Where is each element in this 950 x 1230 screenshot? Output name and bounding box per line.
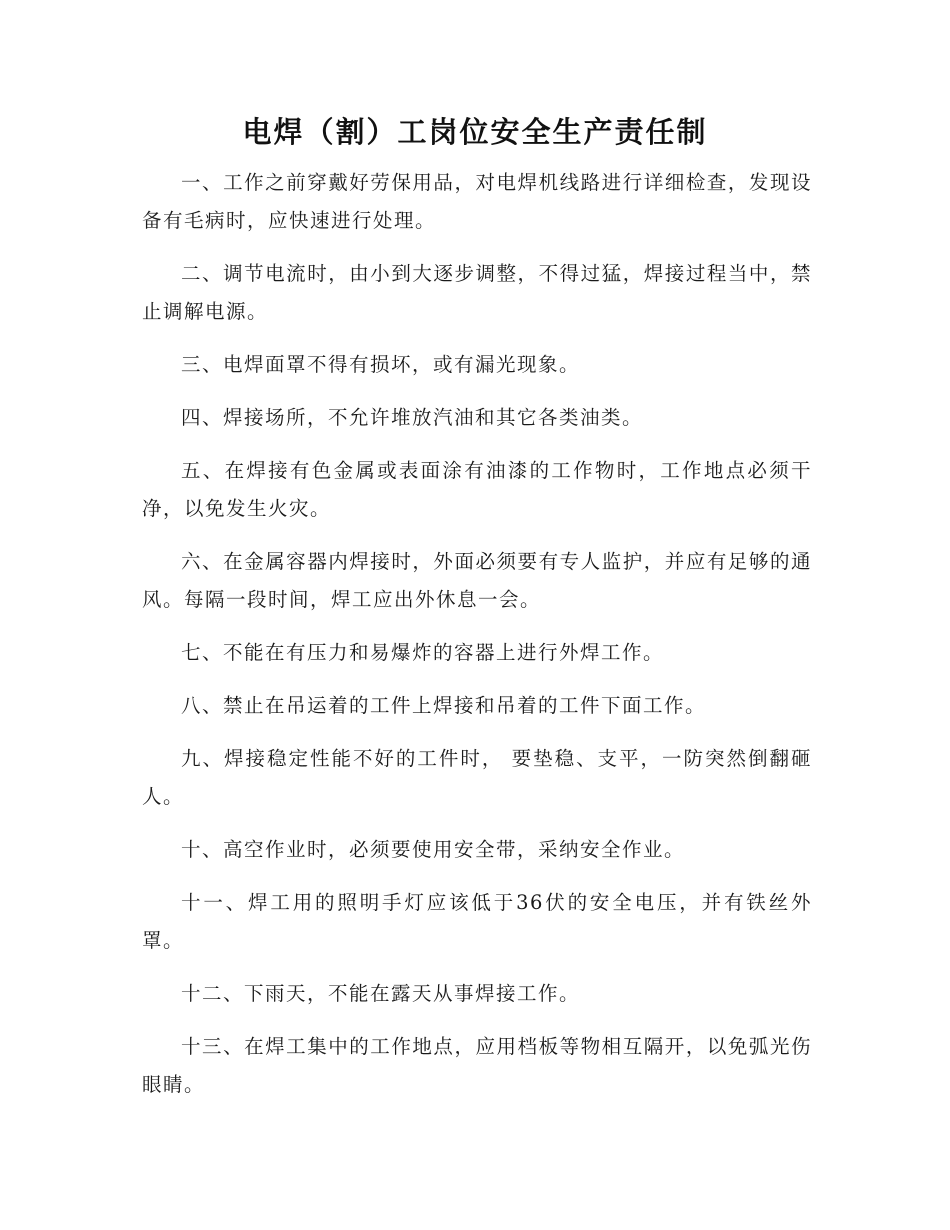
document-body — [142, 164, 812, 1119]
paragraph-5: 五、在焊接有色金属或表面涂有油漆的工作物时，工作地点必须干净，以免发生火灾。 — [142, 459, 812, 520]
paragraph-12: 十二、下雨天，不能在露天从事焊接工作。 — [181, 982, 581, 1005]
paragraph-11: 十一、焊工用的照明手灯应该低于36伏的安全电压，并有铁丝外罩。 — [142, 891, 812, 952]
paragraph-3: 三、电焊面罩不得有损坏，或有漏光现象。 — [181, 353, 581, 376]
paragraph-10: 十、高空作业时，必须要使用安全带，采纳安全作业。 — [181, 838, 686, 861]
paragraph-2: 二、调节电流时，由小到大逐步调整，不得过猛，焊接过程当中，禁止调解电源。 — [142, 262, 812, 323]
paragraph-7: 七、不能在有压力和易爆炸的容器上进行外焊工作。 — [181, 641, 665, 664]
paragraph-1: 一、工作之前穿戴好劳保用品，对电焊机线路进行详细检查，发现设备有毛病时，应快速进行处理。 — [142, 171, 812, 232]
paragraph-4: 四、焊接场所，不允许堆放汽油和其它各类油类。 — [181, 406, 644, 429]
document-title: 电焊（割）工岗位安全生产责任制 — [242, 115, 708, 149]
paragraph-6: 六、在金属容器内焊接时，外面必须要有专人监护，并应有足够的通风。每隔一段时间，焊工应出外休息一会。 — [142, 550, 812, 611]
paragraph-8: 八、禁止在吊运着的工件上焊接和吊着的工件下面工作。 — [181, 694, 707, 717]
paragraph-13: 十三、在焊工集中的工作地点，应用档板等物相互隔开，以免弧光伤眼睛。 — [142, 1035, 812, 1096]
paragraph-9: 九、焊接稳定性能不好的工件时， 要垫稳、支平，一防突然倒翻砸人。 — [142, 747, 812, 808]
